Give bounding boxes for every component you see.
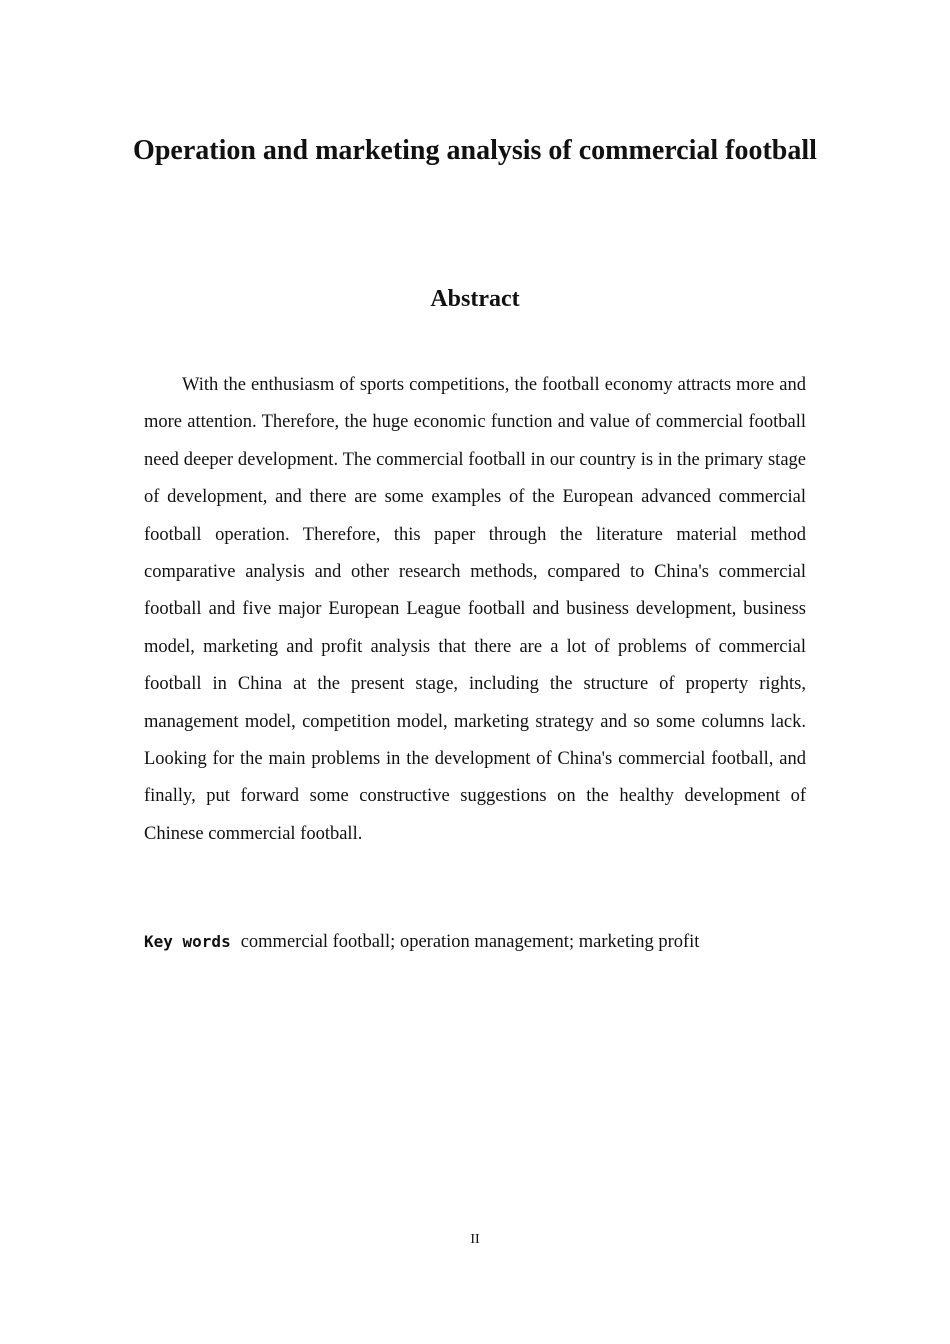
keywords-line <box>144 927 806 957</box>
paper-title: Operation and marketing analysis of commercial football <box>133 135 817 166</box>
abstract-heading: Abstract <box>430 286 520 312</box>
page-number: II <box>470 1232 480 1247</box>
abstract-body: With the enthusiasm of sports competitions, the football economy attracts more and more attention. Therefore, the huge economic function and value of commercial football need deeper development. The commercial football in our country is in the primary stage of development, and there are some examples of the European advanced commercial football operation. Therefore, this paper through the literature material method comparative analysis and other research methods, compared to China's commercial football and five major European League football and business development, business model, marketing and profit analysis that there are a lot of problems of commercial football in China at the present stage, including the structure of property rights, management model, competition model, marketing strategy and so some columns lack. Looking for the main problems in the development of China's commercial football, and finally, put forward some constructive suggestions on the healthy development of Chinese commercial football. <box>144 375 806 844</box>
keywords-text: commercial football; operation management; marketing profit <box>240 932 700 952</box>
keywords-label: Key words <box>144 932 231 951</box>
